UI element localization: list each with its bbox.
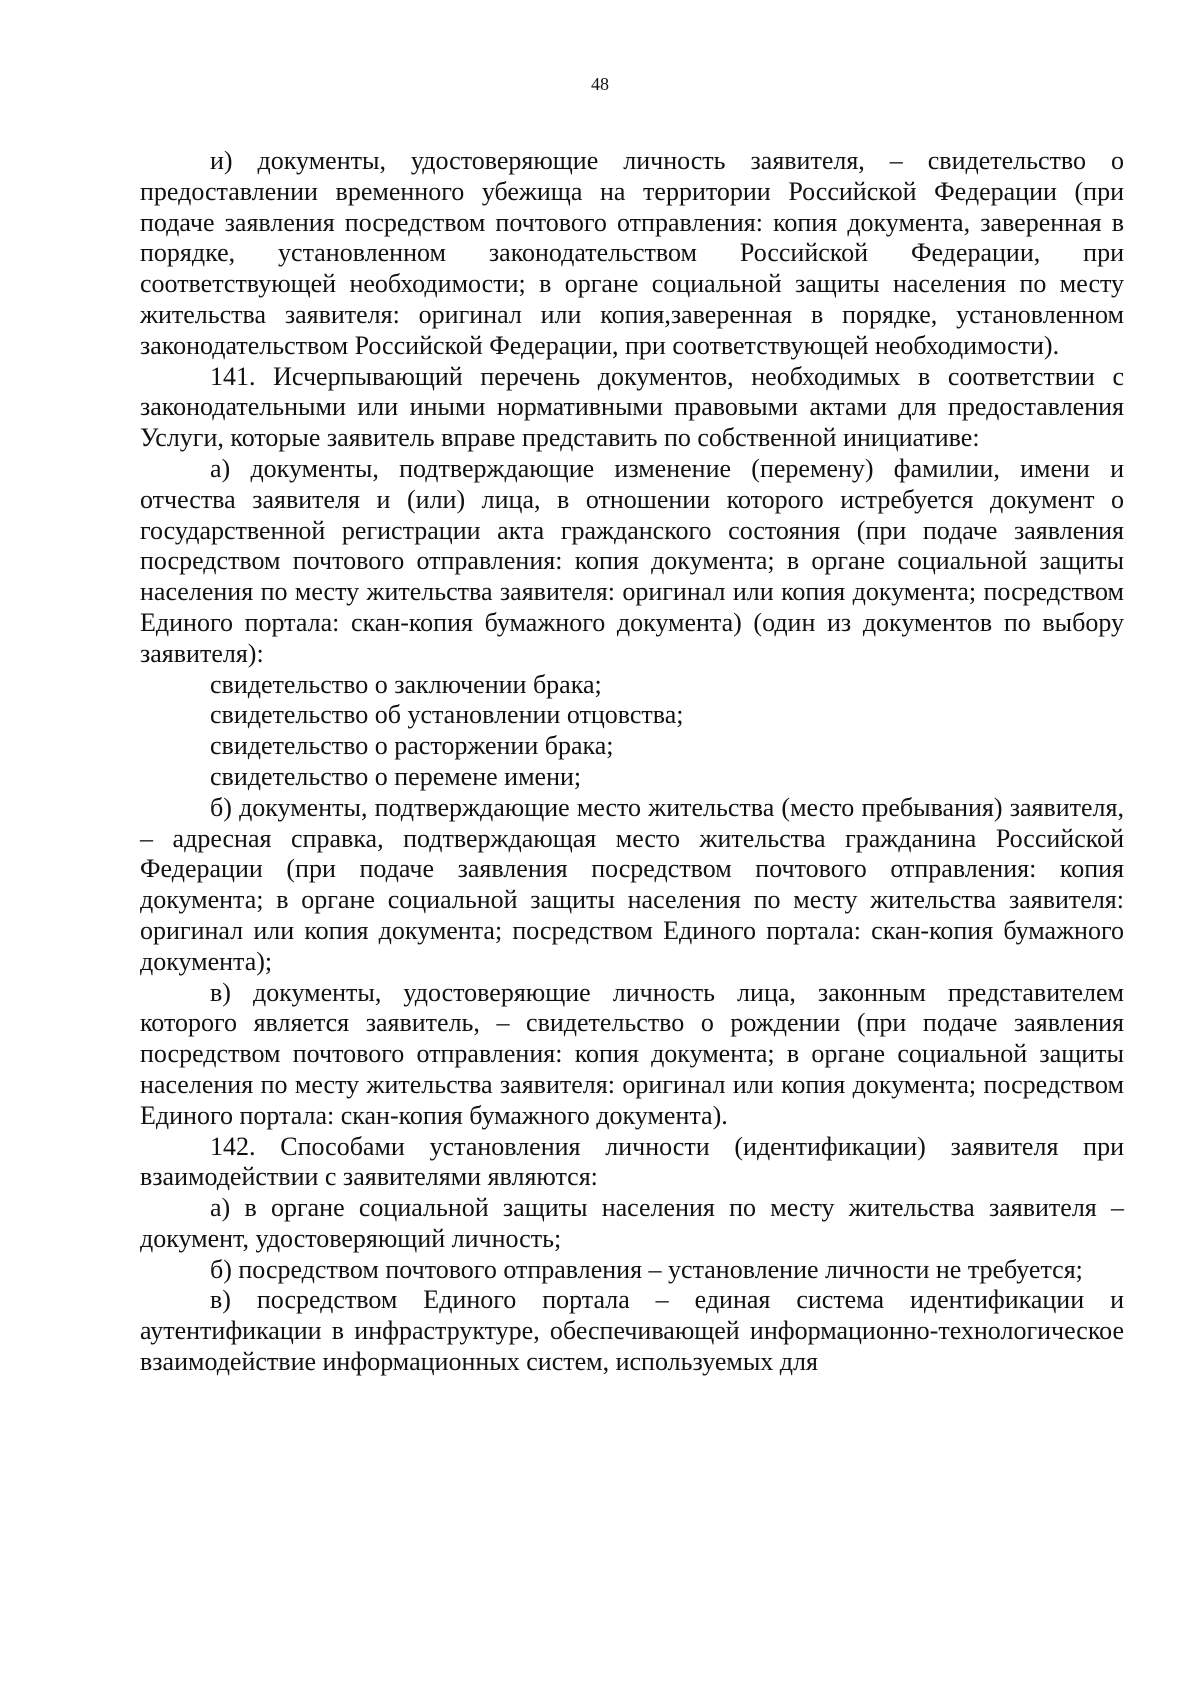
paragraph-i-identity-documents: и) документы, удостоверяющие личность заявителя, – свидетельство о предоставлении временного убежища на территории Российской Федерации (при подаче заявления посредством почтового отправления: копия документа, заверенная в порядке, установленном законодательством Российской Федерации, при соответствующей необходимости; в органе социальной защиты населения по месту жительства заявителя: оригинал или копия,заверенная в порядке, установленном законодательством Российской Федерации, при соответствующей необходимости). <box>140 146 1124 360</box>
page-number: 48 <box>591 74 609 94</box>
paragraph-v-unified-portal: в) посредством Единого портала – единая система идентификации и аутентификации в инфраструктуре, обеспечивающей информационно-технологическое взаимодействие информационных систем, используемых для <box>140 1285 1124 1377</box>
list-item-paternity-certificate: свидетельство об установлении отцовства; <box>210 700 684 730</box>
paragraph-b-postal-delivery: б) посредством почтового отправления – установление личности не требуется; <box>210 1254 1083 1284</box>
paragraph-a-name-change-documents: а) документы, подтверждающие изменение (перемену) фамилии, имени и отчества заявителя и (или) лица, в отношении которого истребуется документ о государственной регистрации акта гражданского состояния (при подаче заявления посредством почтового отправления: копия документа; в органе социальной защиты населения по месту жительства заявителя: оригинал или копия документа; посредством Единого портала: скан-копия бумажного документа) (один из документов по выбору заявителя): <box>140 453 1124 668</box>
paragraph-142-identification-methods: 142. Способами установления личности (идентификации) заявителя при взаимодействии с заявителями являются: <box>140 1131 1124 1192</box>
document-body <box>140 146 1124 1378</box>
paragraph-a-social-protection-office: а) в органе социальной защиты населения по месту жительства заявителя – документ, удостоверяющий личность; <box>140 1193 1124 1253</box>
list-item-marriage-certificate: свидетельство о заключении брака; <box>210 669 602 699</box>
paragraph-v-represented-person-documents: в) документы, удостоверяющие личность лица, законным представителем которого является заявитель, – свидетельство о рождении (при подаче заявления посредством почтового отправления: копия документа; в органе социальной защиты населения по месту жительства заявителя: оригинал или копия документа; посредством Единого портала: скан-копия бумажного документа). <box>140 977 1124 1130</box>
paragraph-b-residence-documents: б) документы, подтверждающие место жительства (место пребывания) заявителя, – адресная справка, подтверждающая место жительства гражданина Российской Федерации (при подаче заявления посредством почтового отправления: копия документа; в органе социальной защиты населения по месту жительства заявителя: оригинал или копия документа; посредством Единого портала: скан-копия бумажного документа); <box>140 792 1124 976</box>
list-item-divorce-certificate: свидетельство о расторжении брака; <box>210 731 614 761</box>
paragraph-141-optional-documents: 141. Исчерпывающий перечень документов, необходимых в соответствии с законодательными или иными нормативными правовыми актами для предоставления Услуги, которые заявитель вправе представить по собственной инициативе: <box>140 361 1124 453</box>
list-item-name-change-certificate: свидетельство о перемене имени; <box>210 761 582 791</box>
